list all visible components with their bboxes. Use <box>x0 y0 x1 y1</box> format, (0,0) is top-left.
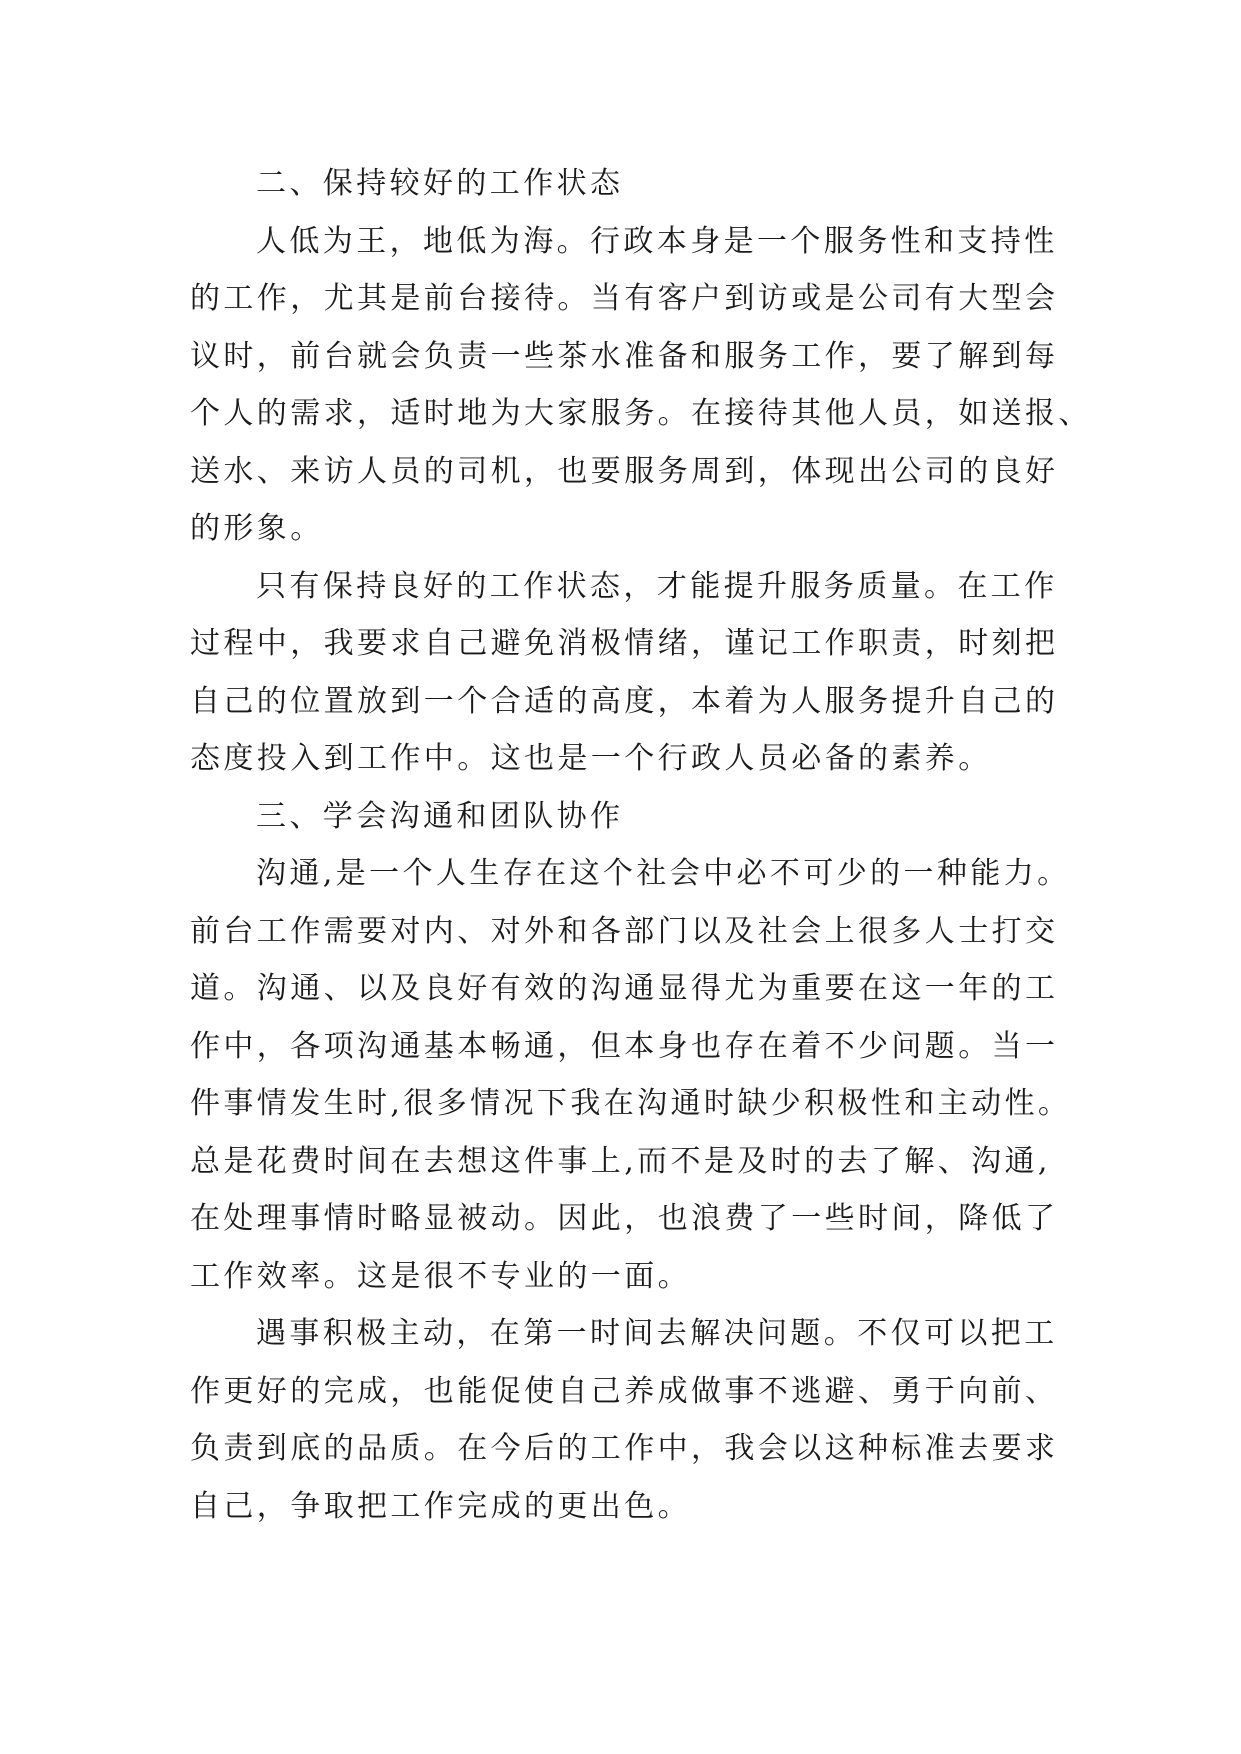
paragraph-line: 自己的位置放到一个合适的高度，本着为人服务提升自己的 <box>190 683 1059 719</box>
paragraph-line: 遇事积极主动，在第一时间去解决问题。不仅可以把工 <box>256 1316 1058 1351</box>
paragraph-line: 沟通,是一个人生存在这个社会中必不可少的一种能力。 <box>256 856 1071 891</box>
paragraph-line: 个人的需求，适时地为大家服务。在接待其他人员，如送报、 <box>190 396 1092 431</box>
paragraph-line: 的工作，尤其是前台接待。当有客户到访或是公司有大型会 <box>190 281 1059 316</box>
paragraph-line: 的形象。 <box>190 511 324 546</box>
paragraph-line: 在处理事情时略显被动。因此，也浪费了一些时间，降低了 <box>190 1201 1059 1236</box>
paragraph-line: 负责到底的品质。在今后的工作中，我会以这种标准去要求 <box>190 1431 1059 1466</box>
paragraph-line: 作更好的完成，也能促使自己养成做事不逃避、勇于向前、 <box>190 1373 1059 1409</box>
paragraph-line: 工作效率。这是很不专业的一面。 <box>190 1258 691 1294</box>
paragraph-line: 总是花费时间在去想这件事上,而不是及时的去了解、沟通, <box>190 1143 1051 1179</box>
paragraph-line: 道。沟通、以及良好有效的沟通显得尤为重要在这一年的工 <box>190 971 1059 1006</box>
section-heading-3: 三、学会沟通和团队协作 <box>256 798 624 834</box>
paragraph-line: 过程中，我要求自己避免消极情绪，谨记工作职责，时刻把 <box>190 626 1059 661</box>
paragraph-line: 作中，各项沟通基本畅通，但本身也存在着不少问题。当一 <box>190 1028 1059 1064</box>
document-body <box>190 155 1092 1535</box>
paragraph-line: 议时，前台就会负责一些茶水准备和服务工作，要了解到每 <box>190 338 1059 374</box>
section-heading-2: 二、保持较好的工作状态 <box>256 166 624 201</box>
paragraph-line: 送水、来访人员的司机，也要服务周到，体现出公司的良好 <box>190 453 1059 489</box>
paragraph-line: 前台工作需要对内、对外和各部门以及社会上很多人士打交 <box>190 913 1059 949</box>
paragraph-line: 只有保持良好的工作状态，才能提升服务质量。在工作 <box>256 568 1058 604</box>
paragraph-line: 态度投入到工作中。这也是一个行政人员必备的素养。 <box>190 741 992 776</box>
paragraph-line: 件事情发生时,很多情况下我在沟通时缺少积极性和主动性。 <box>190 1086 1072 1121</box>
paragraph-line: 人低为王，地低为海。行政本身是一个服务性和支持性 <box>256 223 1058 259</box>
paragraph-line: 自己，争取把工作完成的更出色。 <box>190 1488 691 1524</box>
